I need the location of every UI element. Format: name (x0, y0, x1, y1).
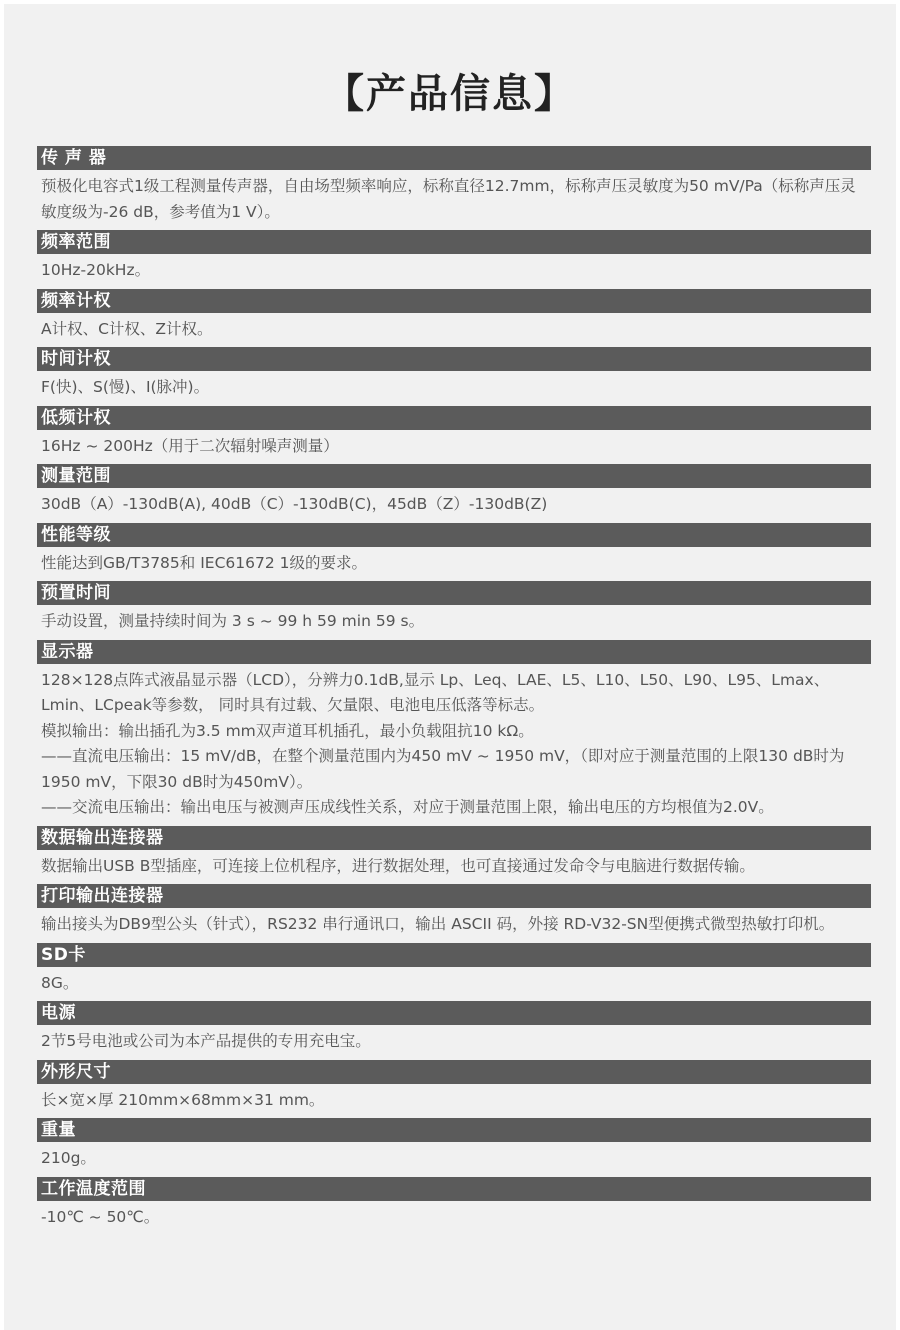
spec-section-body (37, 908, 871, 943)
spec-section-body (37, 488, 871, 523)
spec-section-body (37, 1201, 871, 1236)
spec-section-header: 外形尺寸 (37, 1060, 871, 1084)
spec-text-line: 性能达到GB/T3785和 IEC61672 1级的要求。 (41, 553, 367, 572)
spec-text-line: 手动设置，测量持续时间为 3 s ~ 99 h 59 min 59 s。 (41, 612, 425, 630)
spec-section-header: 传 声 器 (37, 146, 871, 170)
spec-section (37, 1118, 871, 1177)
spec-section (37, 230, 871, 289)
spec-text-line: 2节5号电池或公司为本产品提供的专用充电宝。 (41, 1032, 371, 1050)
spec-section-header: 电源 (37, 1001, 871, 1025)
spec-section-header: 显示器 (37, 640, 871, 664)
spec-text-line: ——交流电压输出：输出电压与被测声压成线性关系，对应于测量范围上限，输出电压的方均根值为2.0V。 (41, 798, 774, 816)
spec-text-line: 210g。 (41, 1149, 96, 1167)
spec-section-body (37, 371, 871, 406)
spec-text-line: 128×128点阵式液晶显示器（LCD），分辨力0.1dB,显示 Lp、Leq、LAE、L5、L10、L50、L90、L95、Lmax、Lmin、LCpeak等参数， 同时具有过载、欠量限、电池电压低落等标志。 (41, 670, 830, 714)
spec-section-header: 频率计权 (37, 289, 871, 313)
spec-text-line: ——直流电压输出：15 mV/dB，在整个测量范围内为450 mV ~ 1950 mV，（即对应于测量范围的上限130 dB时为1950 mV，下限30 dB时为450mV）。 (41, 747, 845, 791)
spec-section-body (37, 1025, 871, 1060)
spec-section (37, 464, 871, 523)
spec-section-header: 频率范围 (37, 230, 871, 254)
spec-text-line: 16Hz ~ 200Hz（用于二次辐射噪声测量） (41, 436, 339, 455)
spec-section (37, 289, 871, 348)
spec-section-body (37, 254, 871, 289)
spec-section (37, 347, 871, 406)
spec-section-body (37, 170, 871, 230)
spec-section-header: 重量 (37, 1118, 871, 1142)
spec-section-header: SD卡 (37, 943, 871, 967)
spec-section-body (37, 547, 871, 582)
spec-text-line: 预极化电容式1级工程测量传声器，自由场型频率响应，标称直径12.7mm，标称声压灵敏度为50 mV/Pa（标称声压灵敏度级为-26 dB，参考值为1 V）。 (41, 177, 856, 221)
spec-text-line: 数据输出USB B型插座，可连接上位机程序，进行数据处理，也可直接通过发命令与电脑进行数据传输。 (41, 856, 755, 875)
spec-section-header: 数据输出连接器 (37, 826, 871, 850)
spec-section-header: 时间计权 (37, 347, 871, 371)
spec-section (37, 826, 871, 885)
spec-section (37, 146, 871, 230)
spec-section-body (37, 967, 871, 1002)
spec-text-line: 模拟输出：输出插孔为3.5 mm双声道耳机插孔，最小负载阻抗10 kΩ。 (41, 721, 534, 740)
spec-section-body (37, 1084, 871, 1119)
spec-text-line: F(快)、S(慢)、I(脉冲)。 (41, 378, 210, 396)
spec-text-line: 8G。 (41, 973, 79, 992)
spec-section-body (37, 430, 871, 465)
spec-section-header: 打印输出连接器 (37, 884, 871, 908)
spec-section-body (37, 850, 871, 885)
spec-section-header: 工作温度范围 (37, 1177, 871, 1201)
spec-text-line: 10Hz-20kHz。 (41, 261, 151, 279)
spec-list (37, 146, 871, 1235)
spec-section-body (37, 605, 871, 640)
spec-section-header: 性能等级 (37, 523, 871, 547)
spec-text-line: -10℃ ~ 50℃。 (41, 1207, 160, 1226)
spec-section (37, 406, 871, 465)
page-title: 【产品信息】 (324, 71, 576, 117)
spec-text-line: 长×宽×厚 210mm×68mm×31 mm。 (41, 1090, 325, 1109)
spec-section (37, 943, 871, 1002)
spec-section (37, 1177, 871, 1236)
spec-section-body (37, 664, 871, 826)
spec-section (37, 1060, 871, 1119)
spec-section (37, 640, 871, 826)
spec-section-body (37, 313, 871, 348)
spec-section-header: 预置时间 (37, 581, 871, 605)
spec-section (37, 1001, 871, 1060)
spec-text-line: 30dB（A）-130dB(A), 40dB（C）-130dB(C)，45dB（Z）-130dB(Z) (41, 495, 548, 513)
spec-section-header: 测量范围 (37, 464, 871, 488)
spec-text-line: A计权、C计权、Z计权。 (41, 319, 213, 338)
spec-section (37, 523, 871, 582)
spec-section-body (37, 1142, 871, 1177)
spec-section (37, 581, 871, 640)
spec-section-header: 低频计权 (37, 406, 871, 430)
spec-section (37, 884, 871, 943)
spec-text-line: 输出接头为DB9型公头（针式），RS232 串行通讯口，输出 ASCII 码，外接 RD-V32-SN型便携式微型热敏打印机。 (41, 915, 835, 933)
